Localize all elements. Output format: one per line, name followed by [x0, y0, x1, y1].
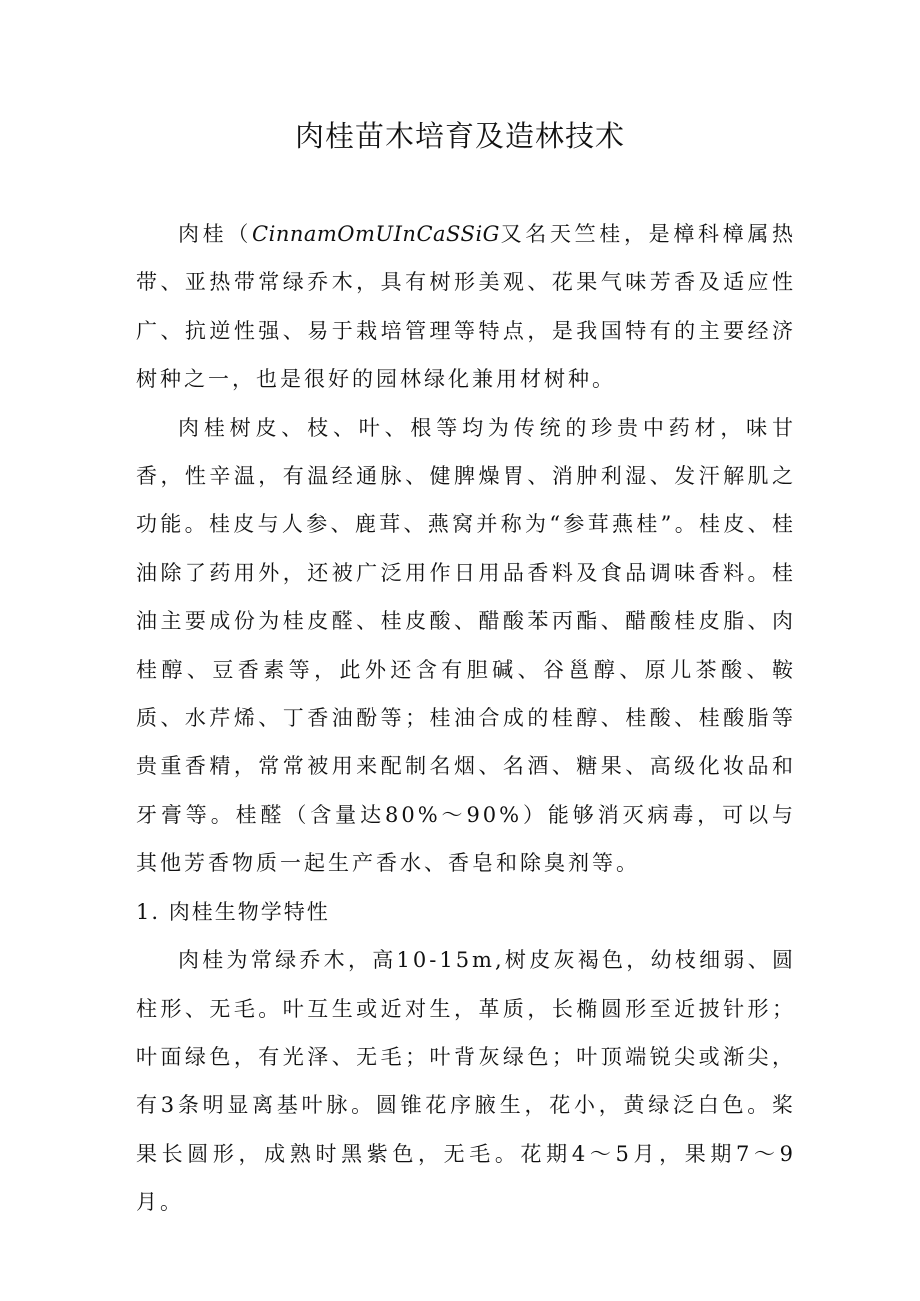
document-title: 肉桂苗木培育及造林技术: [294, 119, 625, 153]
paragraph-intro-rest: 又名天竺桂，是樟科樟属热带、亚热带常绿乔木，具有树形美观、花果气味芳香及适应性广、抗逆性强、易于栽培管理等特点，是我国特有的主要经济树种之一，也是很好的园林绿化兼用材树种。: [136, 222, 797, 392]
paragraph-intro-lead: 肉桂（: [178, 222, 253, 246]
document-body: [136, 210, 796, 1227]
paragraph-biology: 肉桂为常绿乔木，高10-15m,树皮灰褐色，幼枝细弱、圆柱形、无毛。叶互生或近对生，革质，长椭圆形至近披针形；叶面绿色，有光泽、无毛；叶背灰绿色；叶顶端锐尖或渐尖，有3条明显离基叶脉。圆锥花序腋生，花小，黄绿泛白色。桨果长圆形，成熟时黑紫色，无毛。花期4～5月，果期7～9月。: [136, 948, 796, 1215]
paragraph-intro: [136, 210, 796, 404]
paragraph-medicinal-uses: 肉桂树皮、枝、叶、根等均为传统的珍贵中药材，味甘香，性辛温，有温经通脉、健脾燥胃、消肿利湿、发汗解肌之功能。桂皮与人参、鹿茸、燕窝并称为“参茸燕桂”。桂皮、桂油除了药用外，还被广泛用作日用品香料及食品调味香料。桂油主要成份为桂皮醛、桂皮酸、醋酸苯丙酯、醋酸桂皮脂、肉桂醇、豆香素等，此外还含有胆碱、谷邕醇、原儿茶酸、鞍质、水芹烯、丁香油酚等；桂油合成的桂醇、桂酸、桂酸脂等贵重香精，常常被用来配制名烟、名酒、糖果、高级化妆品和牙膏等。桂醛（含量达80%～90%）能够消灭病毒，可以与其他芳香物质一起生产香水、香皂和除臭剂等。: [136, 415, 796, 876]
section-heading-biology: 1. 肉桂生物学特性: [136, 899, 330, 924]
latin-species-name: CinnamOmUInCaSSiG: [252, 222, 500, 246]
